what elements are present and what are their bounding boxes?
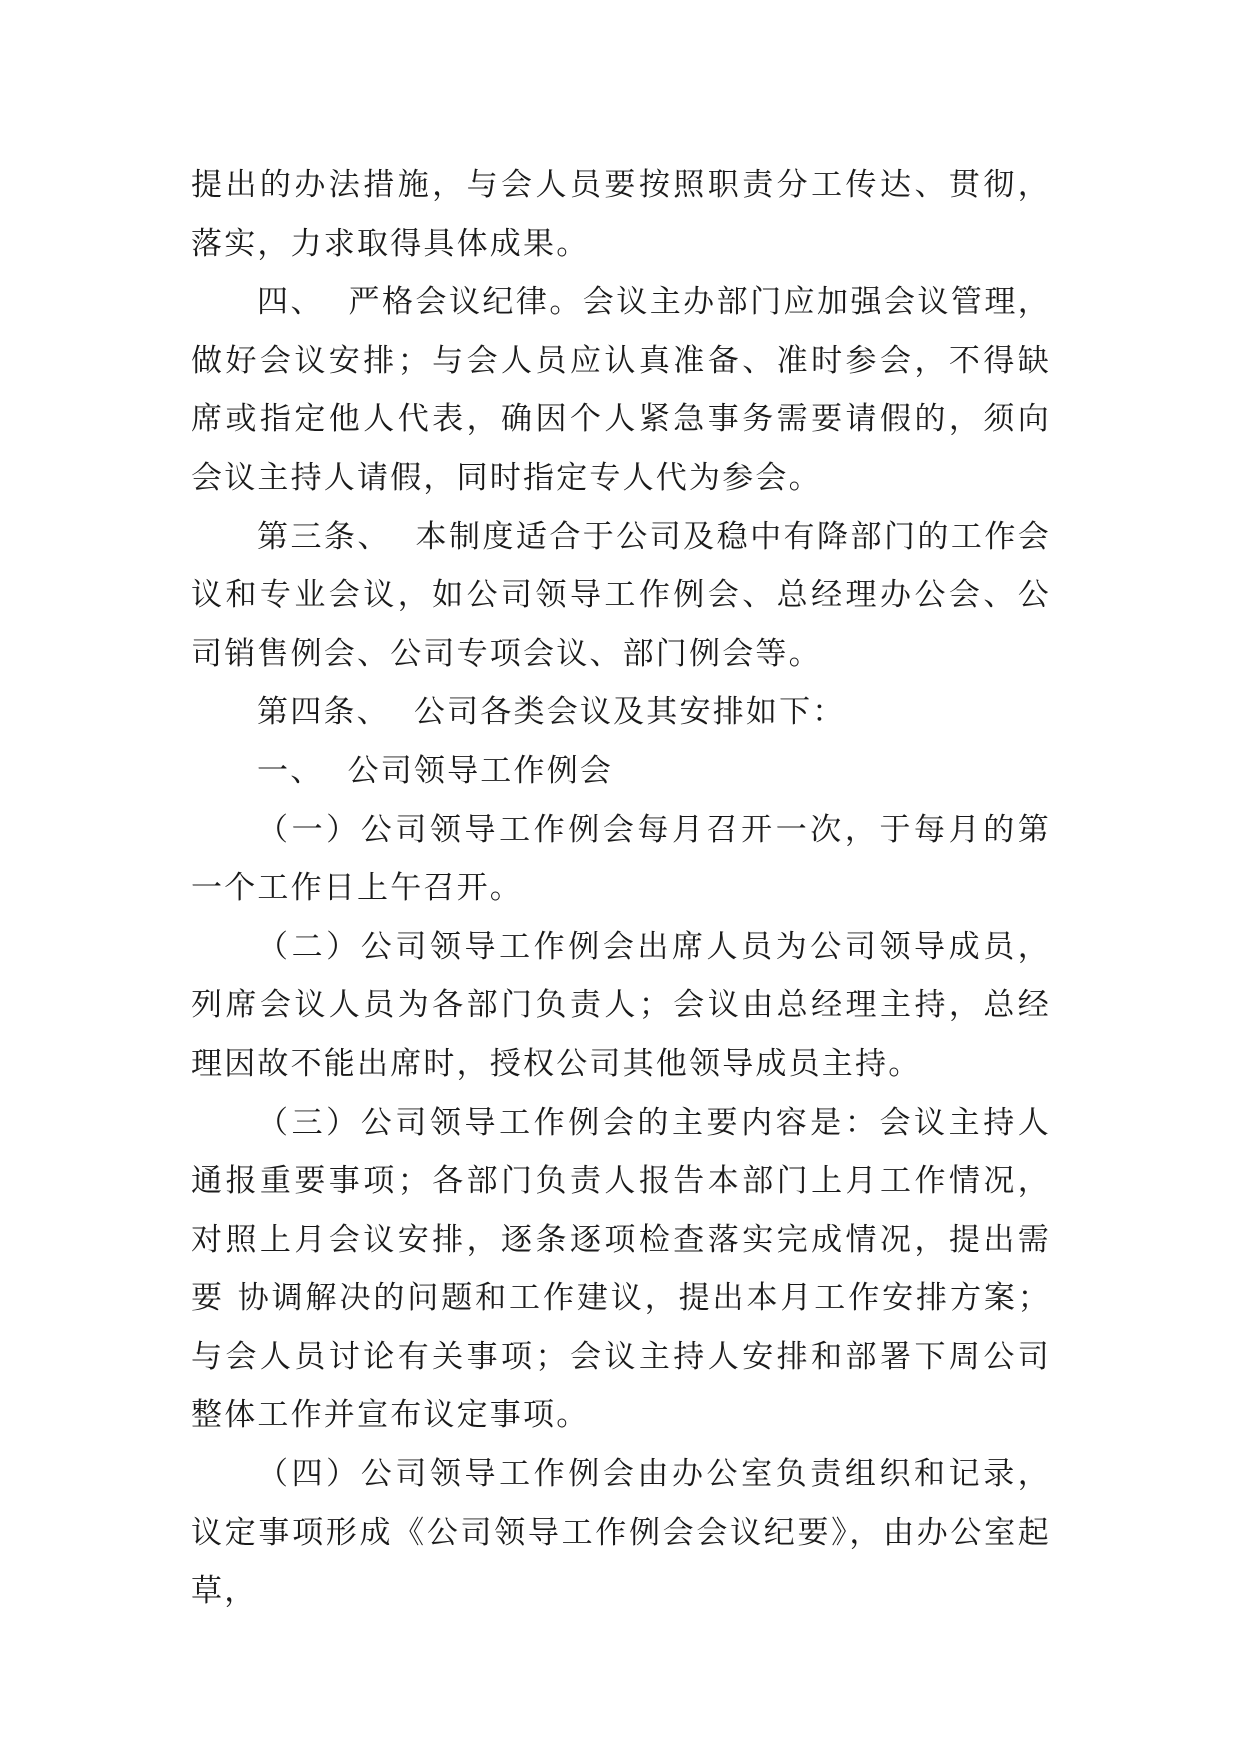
paragraph-sub-three: （三）公司领导工作例会的主要内容是：会议主持人通报重要事项；各部门负责人报告本部门上月工作情况，对照上月会议安排，逐条逐项检查落实完成情况，提出需要 协调解决的问题和工作建议，提出本月工作安排方案；与会人员讨论有关事项；会议主持人安排和部署下周公司整体工作并宣布议定事项。 — [191, 1104, 1051, 1434]
paragraph-continuation: 提出的办法措施，与会人员要按照职责分工传达、贯彻，落实，力求取得具体成果。 — [191, 167, 1051, 262]
paragraph-article-three: 第三条、 本制度适合于公司及稳中有降部门的工作会议和专业会议，如公司领导工作例会、总经理办公会、公司销售例会、公司专项会议、部门例会等。 — [191, 518, 1051, 672]
paragraph-sub-one: （一）公司领导工作例会每月召开一次，于每月的第一个工作日上午召开。 — [191, 811, 1051, 907]
paragraph-sub-two: （二）公司领导工作例会出席人员为公司领导成员，列席会议人员为各部门负责人；会议由总经理主持，总经理因故不能出席时，授权公司其他领导成员主持。 — [191, 928, 1051, 1082]
document-body — [191, 156, 1051, 1621]
paragraph-sub-four: （四）公司领导工作例会由办公室负责组织和记录，议定事项形成《公司领导工作例会会议纪要》，由办公室起草， — [191, 1456, 1051, 1610]
heading-leadership-meeting: 一、 公司领导工作例会 — [257, 752, 614, 789]
paragraph-article-four: 第四条、 公司各类会议及其安排如下： — [257, 694, 846, 731]
paragraph-item-four-discipline: 四、 严格会议纪律。会议主办部门应加强会议管理，做好会议安排；与会人员应认真准备、准时参会，不得缺席或指定他人代表，确因个人紧急事务需要请假的，须向会议主持人请假，同时指定专人代为参会。 — [191, 284, 1051, 496]
